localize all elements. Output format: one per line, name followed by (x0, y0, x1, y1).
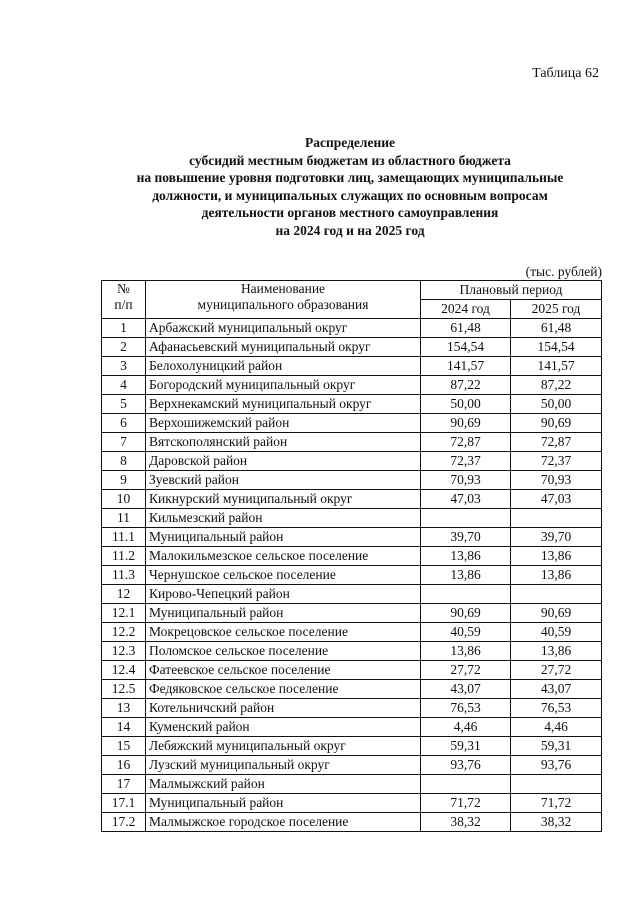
row-number: 3 (102, 357, 146, 376)
title-line: на 2024 год и на 2025 год (275, 222, 425, 238)
title-line: должности, и муниципальных служащих по основным вопросам (152, 187, 548, 203)
row-value-2025: 154,54 (511, 338, 602, 357)
row-name: Богородский муниципальный округ (146, 376, 421, 395)
row-value-2025: 38,32 (511, 813, 602, 832)
row-value-2024: 87,22 (421, 376, 511, 395)
row-name: Муниципальный район (146, 794, 421, 813)
header-number-text: № п/п (114, 281, 133, 312)
row-value-2025: 90,69 (511, 414, 602, 433)
row-number: 12.2 (102, 623, 146, 642)
row-value-2025: 141,57 (511, 357, 602, 376)
row-value-2025: 71,72 (511, 794, 602, 813)
row-number: 17 (102, 775, 146, 794)
table-body (102, 319, 602, 832)
row-value-2024: 90,69 (421, 604, 511, 623)
title-line: Распределение (304, 135, 396, 150)
row-value-2025: 13,86 (511, 566, 602, 585)
row-number: 4 (102, 376, 146, 395)
table-row (102, 623, 602, 642)
title-line: на повышение уровня подготовки лиц, замещающих муниципальные (136, 170, 564, 186)
title-line: деятельности органов местного самоуправления (201, 205, 499, 221)
row-value-2024: 70,93 (421, 471, 511, 490)
row-value-2024 (421, 775, 511, 794)
row-value-2024: 71,72 (421, 794, 511, 813)
row-number: 16 (102, 756, 146, 775)
row-number: 12.5 (102, 680, 146, 699)
row-value-2024: 13,86 (421, 642, 511, 661)
header-year-2025: 2025 год (511, 300, 602, 319)
row-name: Куменский район (146, 718, 421, 737)
row-number: 17.2 (102, 813, 146, 832)
row-name: Поломское сельское поселение (146, 642, 421, 661)
row-value-2024: 141,57 (421, 357, 511, 376)
row-number: 15 (102, 737, 146, 756)
table-row (102, 794, 602, 813)
row-value-2025 (511, 585, 602, 604)
row-value-2024: 61,48 (421, 319, 511, 338)
row-value-2025: 93,76 (511, 756, 602, 775)
table-row (102, 585, 602, 604)
subsidy-table (101, 280, 602, 832)
row-value-2025: 43,07 (511, 680, 602, 699)
row-value-2025: 39,70 (511, 528, 602, 547)
row-name: Фатеевское сельское поселение (146, 661, 421, 680)
table-row (102, 376, 602, 395)
row-value-2025: 90,69 (511, 604, 602, 623)
row-number: 11.1 (102, 528, 146, 547)
table-row (102, 661, 602, 680)
row-value-2025: 13,86 (511, 547, 602, 566)
header-year-2024: 2024 год (421, 300, 511, 319)
row-value-2024: 72,87 (421, 433, 511, 452)
table-label: Таблица 62 (532, 66, 599, 81)
header-name-text: Наименование муниципального образования (197, 281, 369, 312)
table-row (102, 604, 602, 623)
row-value-2024: 13,86 (421, 547, 511, 566)
row-value-2025: 13,86 (511, 642, 602, 661)
table-row (102, 737, 602, 756)
row-value-2024: 40,59 (421, 623, 511, 642)
table-row (102, 718, 602, 737)
row-value-2024: 59,31 (421, 737, 511, 756)
row-name: Малмыжское городское поселение (146, 813, 421, 832)
document-title (100, 134, 600, 240)
header-period: Плановый период (421, 281, 602, 300)
row-name: Вятскополянский район (146, 433, 421, 452)
row-value-2025: 50,00 (511, 395, 602, 414)
row-name: Кикнурский муниципальный округ (146, 490, 421, 509)
row-number: 7 (102, 433, 146, 452)
row-number: 6 (102, 414, 146, 433)
row-number: 14 (102, 718, 146, 737)
row-name: Белохолуницкий район (146, 357, 421, 376)
row-number: 1 (102, 319, 146, 338)
row-number: 12.1 (102, 604, 146, 623)
row-name: Арбажский муниципальный округ (146, 319, 421, 338)
row-value-2025 (511, 509, 602, 528)
row-value-2024 (421, 585, 511, 604)
row-number: 11.3 (102, 566, 146, 585)
row-value-2024: 93,76 (421, 756, 511, 775)
row-value-2024 (421, 509, 511, 528)
row-value-2024: 43,07 (421, 680, 511, 699)
row-name: Верхнекамский муниципальный округ (146, 395, 421, 414)
row-value-2024: 72,37 (421, 452, 511, 471)
table-row (102, 566, 602, 585)
row-name: Верхошижемский район (146, 414, 421, 433)
table-row (102, 395, 602, 414)
table-row (102, 433, 602, 452)
table-row (102, 357, 602, 376)
row-value-2025: 70,93 (511, 471, 602, 490)
row-name: Котельничский район (146, 699, 421, 718)
table-row (102, 680, 602, 699)
row-number: 13 (102, 699, 146, 718)
row-value-2024: 47,03 (421, 490, 511, 509)
row-name: Федяковское сельское поселение (146, 680, 421, 699)
row-value-2025: 61,48 (511, 319, 602, 338)
row-number: 8 (102, 452, 146, 471)
table-row (102, 547, 602, 566)
table-row (102, 319, 602, 338)
table-row (102, 775, 602, 794)
table-row (102, 528, 602, 547)
header-number (102, 281, 146, 319)
row-number: 17.1 (102, 794, 146, 813)
row-value-2025: 76,53 (511, 699, 602, 718)
table-row (102, 813, 602, 832)
row-name: Кирово-Чепецкий район (146, 585, 421, 604)
row-value-2024: 39,70 (421, 528, 511, 547)
row-name: Кильмезский район (146, 509, 421, 528)
row-value-2025: 47,03 (511, 490, 602, 509)
row-name: Даровской район (146, 452, 421, 471)
row-value-2025: 27,72 (511, 661, 602, 680)
table-row (102, 414, 602, 433)
row-value-2025: 72,87 (511, 433, 602, 452)
row-value-2024: 27,72 (421, 661, 511, 680)
row-value-2025 (511, 775, 602, 794)
row-number: 11.2 (102, 547, 146, 566)
table-row (102, 490, 602, 509)
row-value-2024: 50,00 (421, 395, 511, 414)
row-value-2025: 59,31 (511, 737, 602, 756)
row-name: Зуевский район (146, 471, 421, 490)
table-row (102, 452, 602, 471)
row-name: Лебяжский муниципальный округ (146, 737, 421, 756)
row-number: 11 (102, 509, 146, 528)
table-row (102, 699, 602, 718)
row-value-2024: 13,86 (421, 566, 511, 585)
row-value-2024: 76,53 (421, 699, 511, 718)
row-name: Афанасьевский муниципальный округ (146, 338, 421, 357)
row-name: Малокильмезское сельское поселение (146, 547, 421, 566)
table-row (102, 642, 602, 661)
row-name: Мокрецовское сельское поселение (146, 623, 421, 642)
row-number: 9 (102, 471, 146, 490)
row-value-2024: 154,54 (421, 338, 511, 357)
row-number: 12.3 (102, 642, 146, 661)
table-row (102, 756, 602, 775)
row-number: 12 (102, 585, 146, 604)
row-value-2025: 4,46 (511, 718, 602, 737)
table-row (102, 471, 602, 490)
row-value-2025: 40,59 (511, 623, 602, 642)
row-name: Муниципальный район (146, 604, 421, 623)
row-number: 2 (102, 338, 146, 357)
row-value-2025: 87,22 (511, 376, 602, 395)
row-value-2024: 38,32 (421, 813, 511, 832)
row-value-2025: 72,37 (511, 452, 602, 471)
row-name: Малмыжский район (146, 775, 421, 794)
row-value-2024: 90,69 (421, 414, 511, 433)
table-row (102, 338, 602, 357)
row-name: Лузский муниципальный округ (146, 756, 421, 775)
row-number: 5 (102, 395, 146, 414)
unit-label: (тыс. рублей) (525, 264, 602, 279)
row-number: 12.4 (102, 661, 146, 680)
row-name: Муниципальный район (146, 528, 421, 547)
row-value-2024: 4,46 (421, 718, 511, 737)
header-name (146, 281, 421, 319)
row-number: 10 (102, 490, 146, 509)
table-row (102, 509, 602, 528)
row-name: Чернушское сельское поселение (146, 566, 421, 585)
title-line: субсидий местным бюджетам из областного бюджета (189, 152, 511, 168)
